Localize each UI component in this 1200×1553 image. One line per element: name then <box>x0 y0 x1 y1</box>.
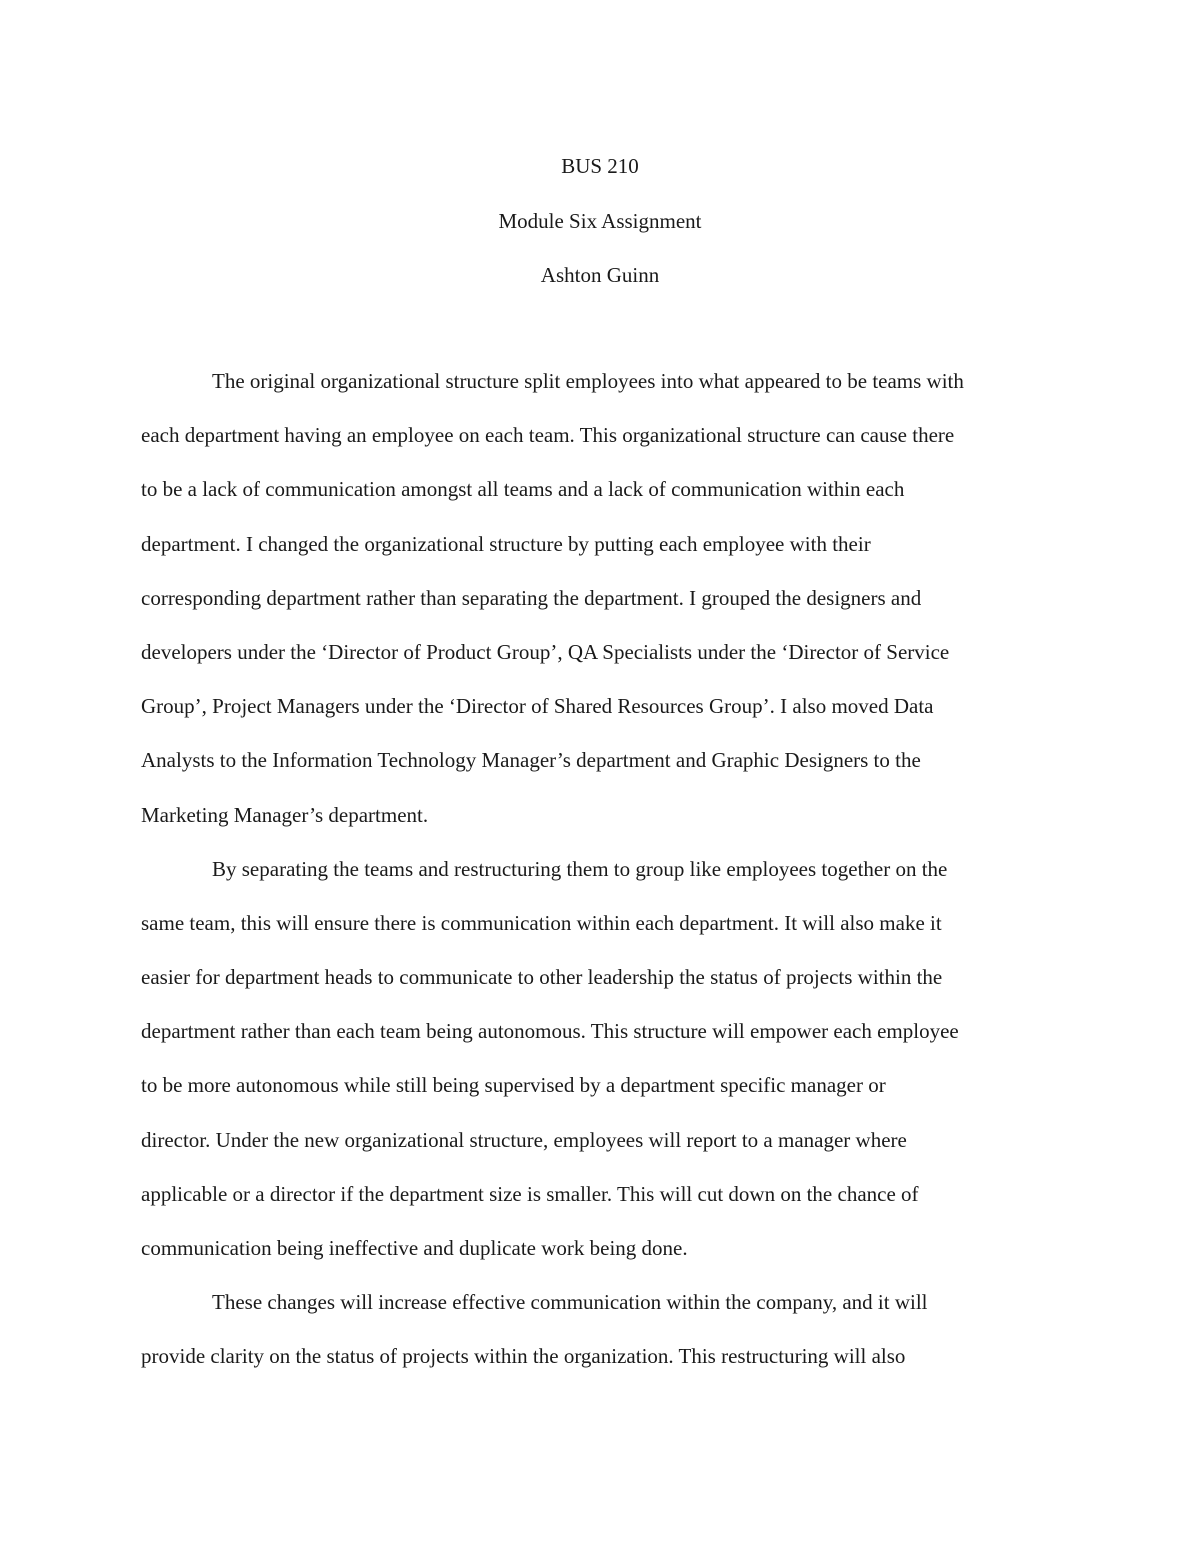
text-line: department rather than each team being autonomous. This structure will empower each employee <box>141 1019 959 1044</box>
text-line: provide clarity on the status of projects within the organization. This restructuring will also <box>141 1344 906 1369</box>
text-line: The original organizational structure split employees into what appeared to be teams with <box>212 369 964 393</box>
text-line: By separating the teams and restructuring them to group like employees together on the <box>212 856 948 881</box>
text-line: These changes will increase effective communication within the company, and it will <box>212 1290 928 1315</box>
text-line: Analysts to the Information Technology Manager’s department and Graphic Designers to the <box>141 748 921 773</box>
course-code: BUS 210 <box>561 154 639 178</box>
body-text <box>141 354 1061 1384</box>
title-block <box>0 139 1200 303</box>
text-line: developers under the ‘Director of Product Group’, QA Specialists under the ‘Director of Service <box>141 639 950 664</box>
text-line: same team, this will ensure there is communication within each department. It will also make it <box>141 910 942 935</box>
text-line: corresponding department rather than separating the department. I grouped the designers and <box>141 585 922 610</box>
text-line: Group’, Project Managers under the ‘Director of Shared Resources Group’. I also moved Data <box>141 694 934 719</box>
text-line: easier for department heads to communicate to other leadership the status of projects within the <box>141 965 943 990</box>
text-line: department. I changed the organizational structure by putting each employee with their <box>141 531 871 556</box>
text-line: communication being ineffective and duplicate work being done. <box>141 1236 688 1260</box>
text-line: applicable or a director if the department size is smaller. This will cut down on the chance of <box>141 1181 919 1206</box>
text-line: director. Under the new organizational structure, employees will report to a manager where <box>141 1127 907 1152</box>
author-name: Ashton Guinn <box>540 263 660 287</box>
text-line: Marketing Manager’s department. <box>141 802 429 827</box>
text-line: to be a lack of communication amongst all teams and a lack of communication within each <box>141 477 905 502</box>
assignment-title: Module Six Assignment <box>498 208 702 233</box>
text-line: each department having an employee on each team. This organizational structure can cause there <box>141 423 955 448</box>
text-line: to be more autonomous while still being supervised by a department specific manager or <box>141 1073 886 1098</box>
